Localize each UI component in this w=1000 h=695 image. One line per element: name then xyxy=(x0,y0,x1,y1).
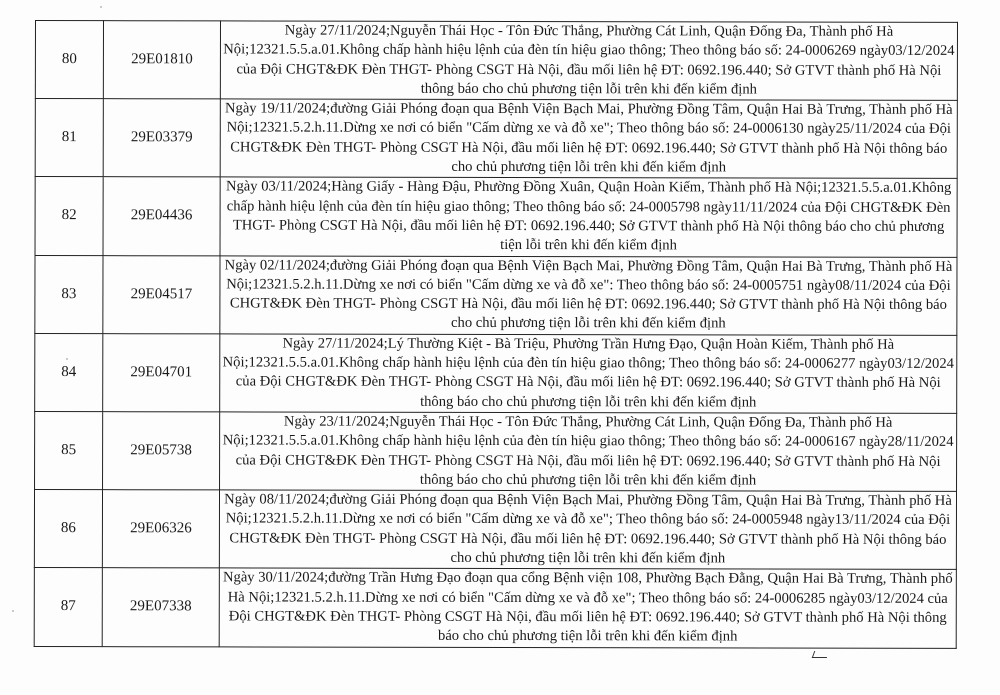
violation-description-text: Ngày 19/11/2024;đường Giải Phóng đoạn qua Bệnh Viện Bạch Mai, Phường Đồng Tâm, Quận Hai Bà Trưng, Thành phố Hà Nội;12321.5.2.h.11.Dừng xe nơi có biển "Cấm dừng xe và đỗ xe"; Theo thông báo số: 24-0006130 ngày25/11/2024 của Đội CHGT&ĐK Đèn THGT- Phòng CSGT Hà Nội, đầu mối liên hệ ĐT: 0692.196.440; Sở GTVT thành phố Hà Nội thông báo cho chủ phương tiện lỗi trên khi đến kiểm định xyxy=(224,100,953,176)
license-plate: 29E07338 xyxy=(102,568,219,646)
row-number: 87 xyxy=(34,568,102,646)
violation-description xyxy=(220,177,957,257)
violation-description-text: Ngày 27/11/2024;Nguyễn Thái Học - Tôn Đức Thắng, Phường Cát Linh, Quận Đống Đa, Thành phố Hà Nội;12321.5.5.a.01.Không chấp hành hiệu lệnh của đèn tín hiệu giao thông; Theo thông báo số: 24-0006269 ngày03/12/2024 của Đội CHGT&ĐK Đèn THGT- Phòng CSGT Hà Nội, đầu mối liên hệ ĐT: 0692.196.440; Sở GTVT thành phố Hà Nội thông báo cho chủ phương tiện lỗi trên khi đến kiểm định xyxy=(223,22,955,98)
row-number: 85 xyxy=(35,411,103,489)
violation-description xyxy=(219,568,956,648)
table-row xyxy=(35,333,957,413)
table-row xyxy=(34,490,956,570)
handwritten-mark xyxy=(812,651,830,658)
table-row xyxy=(35,411,957,491)
table-row xyxy=(35,255,957,335)
table-row xyxy=(34,568,956,648)
row-number: 82 xyxy=(35,177,103,255)
row-number: 86 xyxy=(34,490,102,568)
license-plate: 29E06326 xyxy=(102,490,219,568)
row-number: 83 xyxy=(35,255,103,333)
table-row xyxy=(35,21,957,101)
license-plate: 29E04436 xyxy=(103,177,220,255)
violation-description xyxy=(220,99,957,179)
scan-speck xyxy=(12,610,14,612)
license-plate: 29E03379 xyxy=(103,99,220,177)
violation-description xyxy=(220,334,957,414)
violations-table xyxy=(34,20,958,648)
violation-description xyxy=(219,490,956,570)
violation-description-text: Ngày 03/11/2024;Hàng Giấy - Hàng Đậu, Phường Đồng Xuân, Quận Hoàn Kiếm, Thành phố Hà Nội;12321.5.5.a.01.Không chấp hành hiệu lệnh của đèn tín hiệu giao thông; Theo thông báo số: 24-0005798 ngày11/11/2024 của Đội CHGT&ĐK Đèn THGT- Phòng CSGT Hà Nội, đầu mối liên hệ ĐT: 0692.196.440; Sở GTVT thành phố Hà Nội thông báo cho chủ phương tiện lỗi trên khi đến kiểm định xyxy=(225,178,952,254)
table-row xyxy=(35,99,957,179)
violation-description-text: Ngày 08/11/2024;đường Giải Phóng đoạn qua Bệnh Viện Bạch Mai, Phường Đồng Tâm, Quận Hai Bà Trưng, Thành phố Hà Nội;12321.5.2.h.11.Dừng xe nơi có biển "Cấm dừng xe và đỗ xe"; Theo thông báo số: 24-0005948 ngày13/11/2024 của Đội CHGT&ĐK Đèn THGT- Phòng CSGT Hà Nội, đầu mối liên hệ ĐT: 0692.196.440; Sở GTVT thành phố Hà Nội thông báo cho chủ phương tiện lỗi trên khi đến kiểm định xyxy=(224,491,952,567)
row-number: 80 xyxy=(35,21,103,99)
violation-description-text: Ngày 30/11/2024;đường Trần Hưng Đạo đoạn qua cổng Bệnh viện 108, Phường Bạch Đằng, Quận Hai Bà Trưng, Thành phố Hà Nội;12321.5.2.h.11.Dừng xe nơi có biển "Cấm dừng xe và đỗ xe"; Theo thông báo số: 24-0006285 ngày03/12/2024 của Đội CHGT&ĐK Đèn THGT- Phòng CSGT Hà Nội, đầu mối liên hệ ĐT: 0692.196.440; Sở GTVT thành phố Hà Nội thông báo cho chủ phương tiện lỗi trên khi đến kiểm định xyxy=(222,569,953,645)
row-number: 84 xyxy=(35,333,103,411)
license-plate: 29E04517 xyxy=(103,255,220,333)
violation-description xyxy=(220,21,957,101)
license-plate: 29E04701 xyxy=(103,333,220,411)
table-row xyxy=(35,177,957,257)
violation-description xyxy=(220,255,957,335)
license-plate: 29E05738 xyxy=(103,412,220,490)
license-plate: 29E01810 xyxy=(103,21,220,99)
violation-description-text: Ngày 02/11/2024;đường Giải Phóng đoạn qua Bệnh Viện Bạch Mai, Phường Đồng Tâm, Quận Hai Bà Trưng, Thành phố Hà Nội;12321.5.2.h.11.Dừng xe nơi có biển "Cấm dừng xe và đỗ xe": Theo thông báo số: 24-0005751 ngày08/11/2024 của Đội CHGT&ĐK Đèn THGT- Phòng CSGT Hà Nội, đầu mối liên hệ ĐT: 0692.196.440; Sở GTVT thành phố Hà Nội thông báo cho chủ phương tiện lỗi trên khi đến kiểm định xyxy=(224,256,953,332)
violation-description-text: Ngày 23/11/2024;Nguyễn Thái Học - Tôn Đức Thắng, Phường Cát Linh, Quận Đống Đa, Thành phố Hà Nội;12321.5.5.a.01.Không chấp hành hiệu lệnh của đèn tín hiệu giao thông; Theo thông báo số: 24-0006167 ngày28/11/2024 của Đội CHGT&ĐK Đèn THGT- Phòng CSGT Hà Nội, đầu mối liên hệ ĐT: 0692.196.440; Sở GTVT thành phố Hà Nội thông báo cho chủ phương tiện lỗi trên khi đến kiểm định xyxy=(222,413,954,489)
violation-description xyxy=(220,412,957,492)
violation-description-text: Ngày 27/11/2024;Lý Thường Kiệt - Bà Triệu, Phường Trần Hưng Đạo, Quận Hoàn Kiếm, Thành phố Hà Nội;12321.5.5.a.01.Không chấp hành hiệu lệnh của đèn tín hiệu giao thông; Theo thông báo số: 24-0006277 ngày03/12/2024 của Đội CHGT&ĐK Đèn THGT- Phòng CSGT Hà Nội, đầu mối liên hệ ĐT: 0692.196.440; Sở GTVT thành phố Hà Nội thông báo cho chủ phương tiện lỗi trên khi đến kiểm định xyxy=(222,335,954,411)
row-number: 81 xyxy=(35,99,103,177)
scan-speck xyxy=(100,6,102,8)
